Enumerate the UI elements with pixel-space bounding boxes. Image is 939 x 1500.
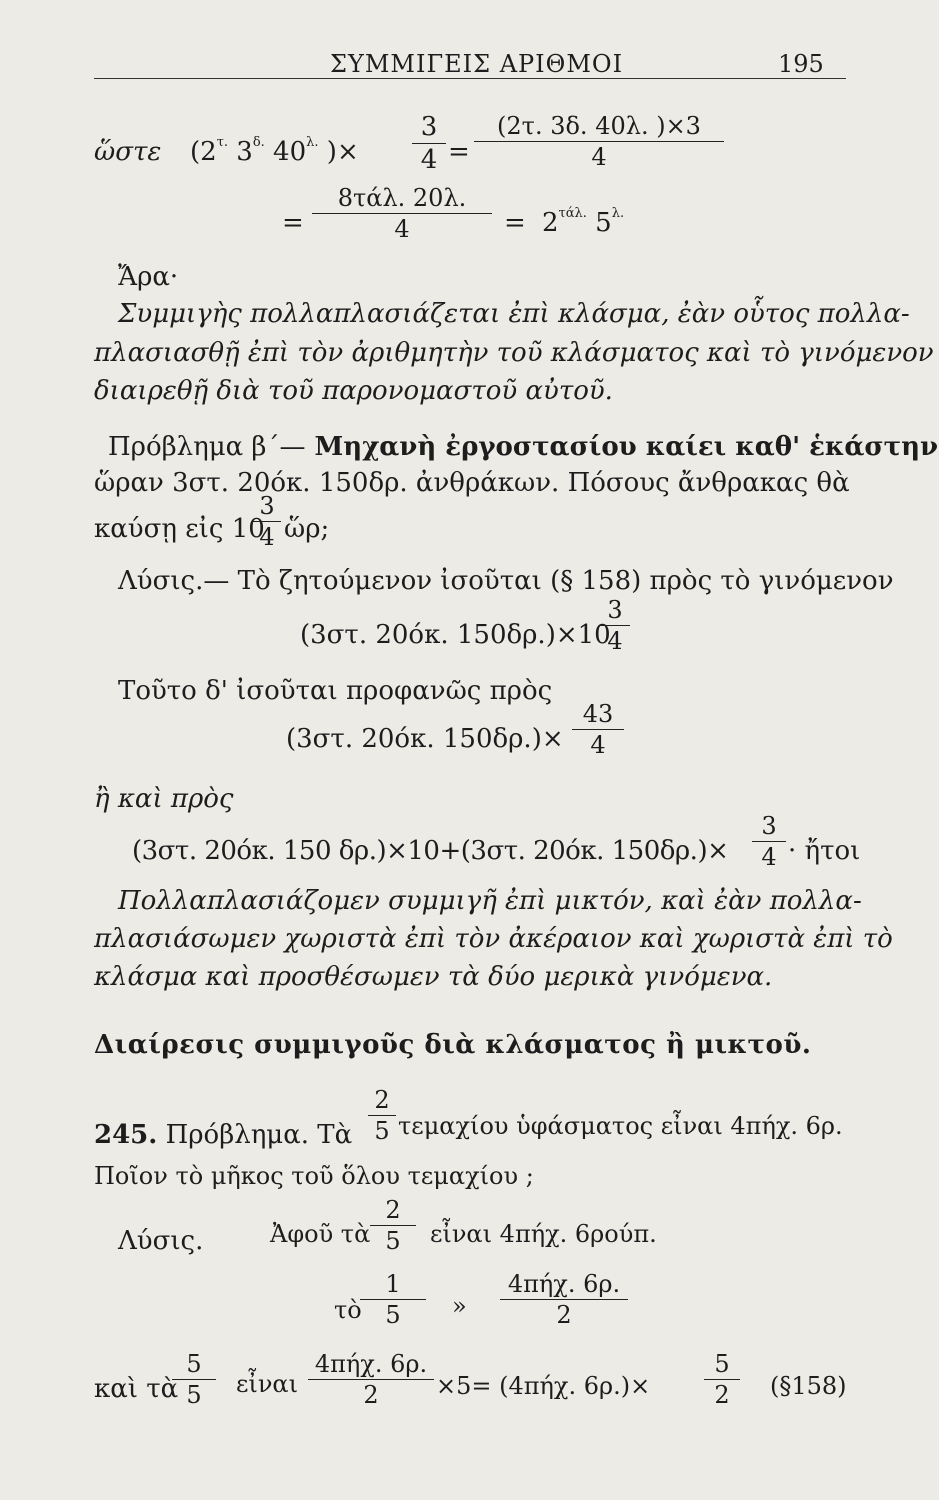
rule-line-3: διαιρεθῇ διὰ τοῦ παρονομαστοῦ αὐτοῦ.	[94, 376, 613, 406]
eq2-fraction: 8τάλ. 20λ. 4	[312, 186, 492, 241]
rule-line-2: πλασιασθῇ ἐπὶ τὸν ἀριθμητὴν τοῦ κλάσματος καὶ τὸ γινόμενον	[94, 338, 934, 368]
rule2-line-3: κλάσμα καὶ προσθέσωμεν τὰ δύο μερικὰ γινόμενα.	[94, 962, 773, 992]
solution-1-expr-3-end: · ἤτοι	[788, 836, 861, 866]
solution-1-expr-2: (3στ. 20όκ. 150δρ.)×	[286, 724, 564, 754]
eq1-fraction-rhs: (2τ. 3δ. 40λ. )×3 4	[474, 114, 724, 169]
problem-b-line-1: Πρόβλημα β΄— Μηχανὴ ἐργοστασίου καίει καθ' ἑκάστην	[108, 432, 939, 462]
eq2-result: $2^{\tau ά\lambda.}$ $5^{\lambda.}$	[542, 206, 625, 238]
solution-1-fraction-3: 3 4	[752, 814, 786, 869]
solution-2-ditto: »	[452, 1292, 467, 1320]
problem-b-line-3b: ὥρ;	[284, 514, 330, 544]
eq1-fraction-3-4: 3 4	[412, 114, 446, 173]
solution-2-einai-2: εἶναι	[236, 1370, 299, 1398]
solution-2-to: τὸ	[334, 1296, 362, 1324]
solution-2-fraction-6: 5 2	[704, 1352, 740, 1407]
eq2-equals-b: =	[504, 208, 526, 238]
problem-245-line-1: 245. Πρόβλημα. Τὰ	[94, 1120, 353, 1150]
eq1-lead: ὥστε	[94, 137, 162, 167]
problem-245-text: τεμαχίου ὑφάσματος εἶναι 4πήχ. 6ρ.	[398, 1112, 843, 1140]
problem-b-line-2: ὥραν 3στ. 20όκ. 150δρ. ἀνθράκων. Πόσους ἄνθρακας θὰ	[94, 468, 850, 498]
problem-b-line-3a: καύσῃ εἰς 10	[94, 514, 265, 544]
problem-b-fraction: 3 4	[253, 494, 281, 549]
solution-2-fraction-5-5: 5 5	[172, 1352, 216, 1407]
rule2-line-2: πλασιάσωμεν χωριστὰ ἐπὶ τὸν ἀκέραιον καὶ χωριστὰ ἐπὶ τὸ	[94, 924, 893, 954]
solution-1-line-2: Τοῦτο δ' ἰσοῦται προφανῶς πρὸς	[118, 676, 553, 706]
running-header-title: ΣΥΜΜΙΓΕΙΣ ΑΡΙΘΜΟΙ	[330, 50, 624, 78]
eq1-equals: =	[448, 137, 470, 167]
solution-2-fraction-3: 4πήχ. 6ρ. 2	[500, 1272, 628, 1327]
solution-2-fraction-5: 4πήχ. 6ρ. 2	[308, 1352, 434, 1407]
section-heading: Διαίρεσις συμμιγοῦς διὰ κλάσματος ἢ μικτοῦ.	[94, 1030, 812, 1060]
solution-2-mid: ×5= (4πήχ. 6ρ.)×	[436, 1372, 651, 1400]
solution-2-fraction-1-5: 1 5	[360, 1272, 426, 1327]
problem-245-question: Ποῖον τὸ μῆκος τοῦ ὅλου τεμαχίου ;	[94, 1162, 534, 1190]
solution-2-einai-1: εἶναι 4πήχ. 6ρούπ.	[430, 1220, 657, 1248]
rule2-line-1: Πολλαπλασιάζομεν συμμιγῆ ἐπὶ μικτόν, καὶ ἐὰν πολλα-	[118, 886, 862, 916]
solution-1-line-1: Λύσις.— Τὸ ζητούμενον ἰσοῦται (§ 158) πρὸς τὸ γινόμενον	[118, 566, 894, 596]
solution-2-fraction-2-5: 2 5	[370, 1198, 416, 1253]
solution-1-fraction: 3 4	[600, 598, 630, 653]
rule-line-1: Συμμιγὴς πολλαπλασιάζεται ἐπὶ κλάσμα, ἐὰν οὗτος πολλα-	[118, 299, 910, 329]
eq1-lhs: ($2^{\tau.}$ $3^{\delta.}$ $40^{\lambda.}$ )×	[190, 135, 359, 167]
header-rule	[94, 78, 846, 79]
solution-2-label: Λύσις.	[118, 1226, 204, 1256]
ara-word: Ἄρα·	[118, 262, 179, 292]
problem-245-fraction: 2 5	[368, 1088, 396, 1143]
solution-2-ref: (§158)	[770, 1372, 847, 1400]
solution-1-fraction-2: 43 4	[572, 702, 624, 757]
page-number: 195	[778, 50, 824, 78]
solution-1-line-3: ἢ καὶ πρὸς	[94, 784, 234, 814]
solution-1-expr-3: (3στ. 20όκ. 150 δρ.)×10+(3στ. 20όκ. 150δρ.)×	[132, 836, 729, 866]
solution-2-afou: Ἀφοῦ τὰ	[270, 1220, 371, 1248]
eq2-equals-a: =	[282, 208, 304, 238]
solution-2-kai-ta: καὶ τὰ	[94, 1374, 179, 1404]
solution-1-expr: (3στ. 20όκ. 150δρ.)×10	[300, 620, 611, 650]
